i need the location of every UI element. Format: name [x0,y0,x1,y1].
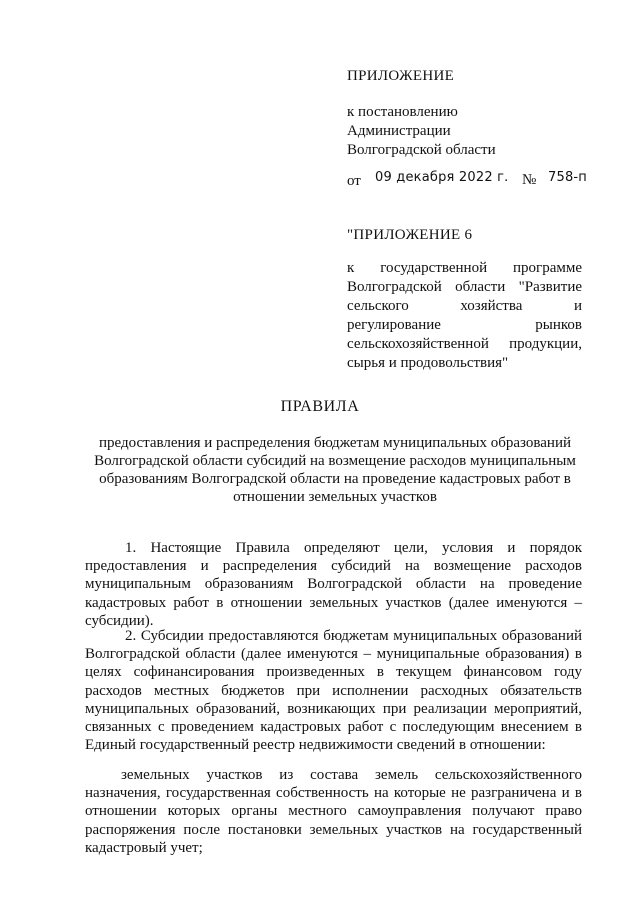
number-prefix: № [522,172,537,188]
date-prefix: от [347,173,361,189]
decree-number: 758-п [548,170,588,185]
annex6-reference: к государственной программе Волгоградской области "Развитие сельского хозяйства и регулирование рынков сельскохозяйственной продукции, сырья и продовольствия" [347,260,582,371]
annex-title: ПРИЛОЖЕНИЕ [347,68,455,84]
annex-reference [347,103,496,160]
annex-reference-line: Волгоградской области [347,142,496,158]
decree-date: 09 декабря 2022 г. [375,170,509,185]
paragraph-3: земельных участков из состава земель сельскохозяйственного назначения, государственная собственность на которые не разграничена и в отношении которых органы местного самоуправления получают право распоряжения после постановки земельных участков на государственный кадастровый учет; [85,767,582,856]
document-subtitle: предоставления и распределения бюджетам муниципальных образований Волгоградской области субсидий на возмещение расходов муниципальным образованиям Волгоградской области на проведение кадастровых работ в отношении земельных участков [94,435,576,505]
annex6-title: "ПРИЛОЖЕНИЕ 6 [347,227,473,243]
annex-reference-line: Администрации [347,123,451,139]
paragraph-2: 2. Субсидии предоставляются бюджетам муниципальных образований Волгоградской области (далее именуются – муниципальные образования) в целях софинансирования произведенных в текущем финансовом году расходов местных бюджетов при исполнении расходных обязательств муниципальных образований, возникающих при реализации мероприятий, связанных с проведением кадастровых работ с последующим внесением в Единый государственный реестр недвижимости сведений в отношении: [85,628,582,754]
document-title: ПРАВИЛА [280,398,360,415]
paragraph-1: 1. Настоящие Правила определяют цели, условия и порядок предоставления и распределения субсидий на возмещение расходов муниципальным образованиям Волгоградской области на проведение кадастровых работ в отношении земельных участков (далее именуются – субсидии). [85,540,582,629]
annex-reference-line: к постановлению [347,104,458,120]
